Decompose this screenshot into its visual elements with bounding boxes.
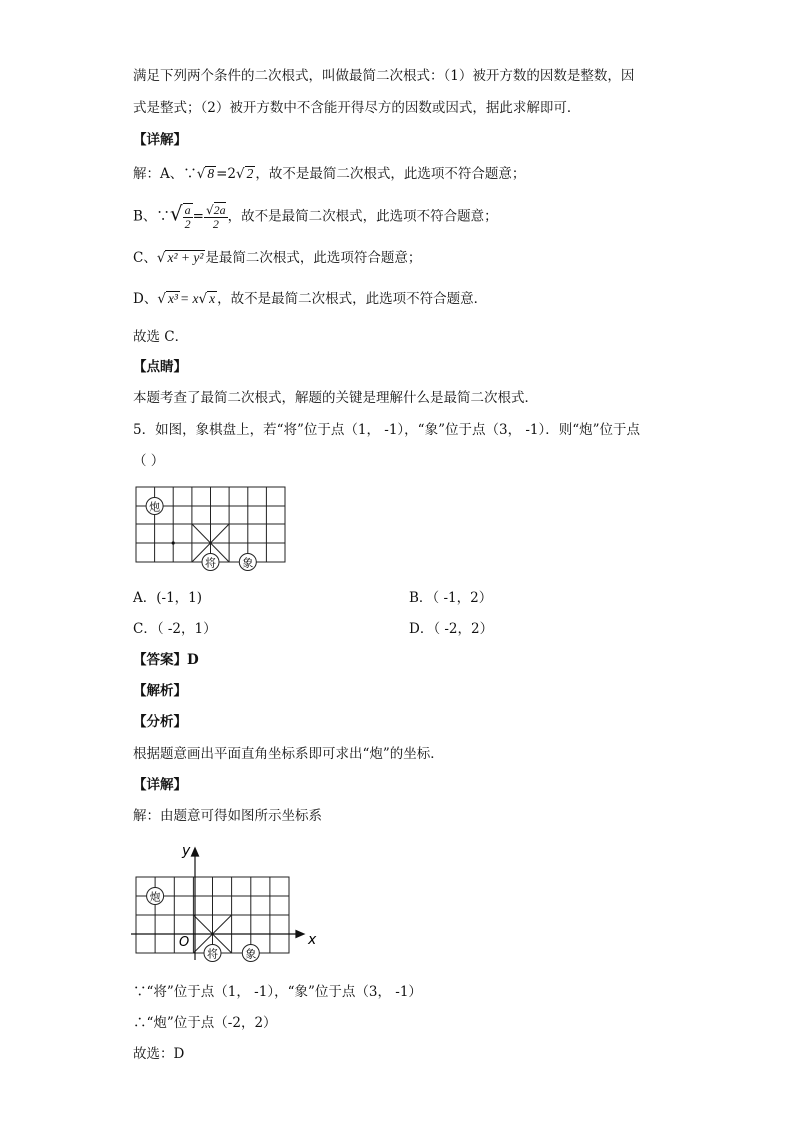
chessboard-figure <box>130 480 290 572</box>
radical-icon: √ <box>236 166 245 182</box>
q5-choose: 故选：D <box>133 1046 185 1062</box>
q5-option-b: B．（ -1，2） <box>409 590 493 606</box>
q4-a-radicand-2: 2 <box>246 166 254 181</box>
q5-question-line-2: （ ） <box>133 453 165 469</box>
svg-text:象: 象 <box>242 556 254 570</box>
piece-pao <box>146 498 163 515</box>
q4-b-eq: = <box>192 208 204 225</box>
q4-option-b-explanation <box>133 203 498 231</box>
q4-b-prefix: B、∵ <box>133 208 170 225</box>
svg-text:将: 将 <box>205 556 216 570</box>
q5-detail-heading: 【详解】 <box>133 777 187 793</box>
q4-c-radicand: x² + y² <box>167 250 204 265</box>
svg-text:象: 象 <box>245 947 257 961</box>
q4-d-radicand-2: x <box>209 291 216 306</box>
radical-icon: √ <box>198 291 208 307</box>
q5-detail: 解：由题意可得如图所示坐标系 <box>133 808 322 824</box>
q5-because: ∵“将”位于点（1， -1），“象”位于点（3， -1） <box>133 984 422 1000</box>
piece-xiang-2 <box>242 945 259 962</box>
coordinate-chessboard-figure <box>128 838 324 966</box>
svg-text:炮: 炮 <box>149 890 161 904</box>
q4-option-a-explanation <box>133 165 525 183</box>
radical-icon: √ <box>156 250 166 266</box>
q4-c-suffix: 是最简二次根式，此选项符合题意； <box>205 250 422 266</box>
q5-fenxi: 根据题意画出平面直角坐标系即可求出“炮”的坐标． <box>133 746 444 762</box>
q4-b-fraction-2 <box>204 204 228 231</box>
q4-a-radicand: 8 <box>207 166 215 181</box>
svg-text:将: 将 <box>207 947 218 961</box>
q4-option-d-explanation <box>133 290 487 308</box>
q4-b-fraction-1 <box>183 203 193 231</box>
q4-option-c-explanation <box>133 249 421 267</box>
q5-analysis-heading: 【解析】 <box>133 683 187 699</box>
piece-jiang-2 <box>204 945 221 962</box>
q4-d-prefix: D、 <box>133 291 158 307</box>
q4-d-eq: = x <box>179 291 199 306</box>
q5-option-c: C．（ -2，1） <box>133 621 217 637</box>
q5-option-a: A．(-1，1) <box>133 590 203 606</box>
q5-fenxi-heading: 【分析】 <box>133 714 187 730</box>
q4-b-den2: 2 <box>212 216 219 231</box>
radical-icon: √ <box>196 166 206 182</box>
radical-icon: √ <box>205 202 214 217</box>
q4-b-num: a <box>184 203 191 217</box>
q4-choose: 故选 C． <box>133 329 189 345</box>
q4-a-suffix: ，故不是最简二次根式，此选项不符合题意； <box>255 166 526 182</box>
q5-question-line-1: 5．如图，象棋盘上，若“将”位于点（1， -1），“象”位于点（3， -1）．则“炮”位于点 <box>133 422 641 438</box>
q4-d-radicand: x³ <box>167 291 178 306</box>
x-axis-arrow-icon <box>296 931 304 938</box>
y-axis-label: y <box>182 843 191 859</box>
piece-jiang <box>202 554 219 571</box>
board-point <box>172 541 175 544</box>
q4-detail-heading: 【详解】 <box>133 132 187 148</box>
piece-xiang <box>239 554 256 571</box>
q4-b-num2-wrap <box>204 204 228 218</box>
q4-b-den: 2 <box>184 217 191 231</box>
y-axis-arrow-icon <box>192 848 199 856</box>
q4-a-eq: =2 <box>216 166 237 182</box>
q5-option-d: D．（ -2，2） <box>409 621 494 637</box>
intro-line-2: 式是整式；（2）被开方数中不含能开得尽方的因数或因式，据此求解即可． <box>133 100 581 116</box>
q5-therefore: ∴“炮”位于点（-2，2） <box>133 1015 277 1031</box>
q4-comment: 本题考查了最简二次根式，解题的关键是理解什么是最简二次根式． <box>133 390 538 406</box>
radical-icon: √ <box>169 201 183 226</box>
piece-pao-2 <box>147 888 164 905</box>
radical-icon: √ <box>157 291 166 307</box>
q4-a-prefix: 解：A、∵ <box>133 166 197 182</box>
q4-b-suffix: ，故不是最简二次根式，此选项不符合题意； <box>227 208 498 225</box>
q4-d-suffix: ，故不是最简二次根式，此选项不符合题意． <box>217 291 488 307</box>
q4-comment-heading: 【点睛】 <box>133 359 187 375</box>
x-axis-label: x <box>308 932 317 948</box>
svg-text:炮: 炮 <box>149 500 161 514</box>
intro-line-1: 满足下列两个条件的二次根式，叫做最简二次根式：（1）被开方数的因数是整数，因 <box>133 68 635 84</box>
q5-answer: 【答案】D <box>133 652 199 668</box>
origin-label: O <box>179 935 190 950</box>
q4-c-prefix: C、 <box>133 250 157 266</box>
q4-b-num2: 2a <box>213 202 226 217</box>
